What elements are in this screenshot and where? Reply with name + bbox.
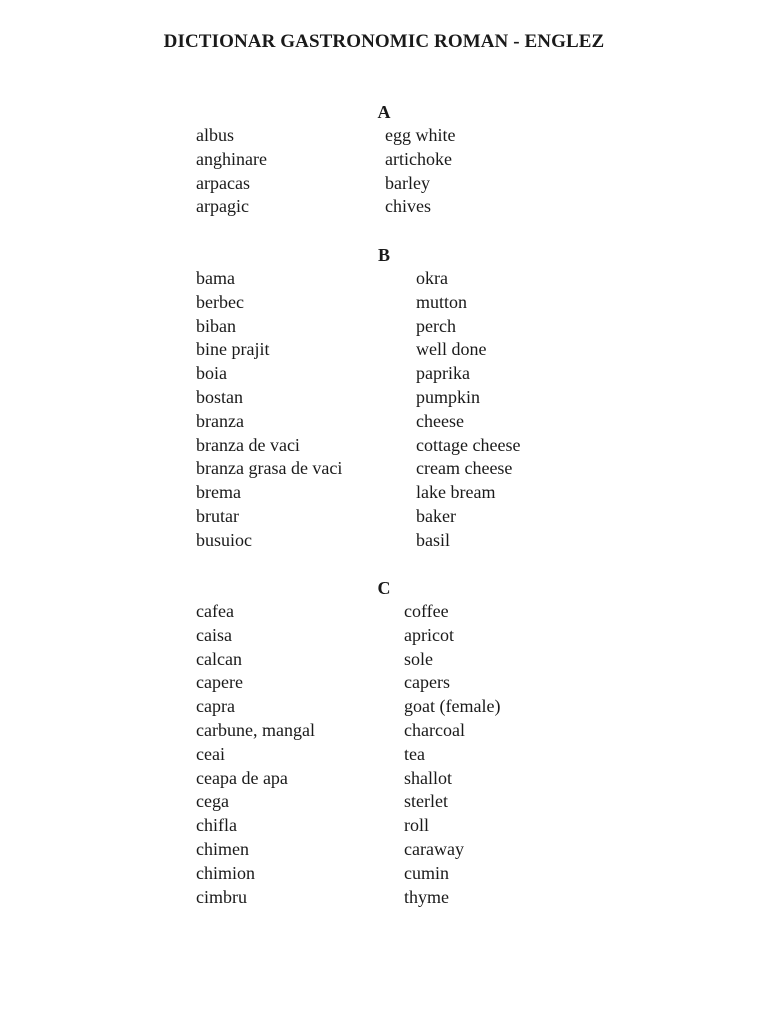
section-letter: C: [377, 578, 391, 598]
english-term: cheese: [416, 410, 464, 431]
romanian-term: cafea: [196, 601, 234, 621]
english-term: artichoke: [385, 148, 452, 169]
romanian-term: chimion: [196, 862, 255, 883]
english-term: charcoal: [404, 719, 465, 740]
english-term: perch: [416, 315, 456, 336]
romanian-term: busuioc: [196, 529, 252, 550]
english-term: basil: [416, 529, 450, 550]
dictionary-entry: [0, 600, 768, 624]
english-term: roll: [404, 815, 429, 836]
dictionary-entry: [0, 671, 768, 695]
romanian-term: biban: [196, 315, 236, 336]
dictionary-entry: [0, 315, 768, 339]
romanian-term: berbec: [196, 291, 244, 312]
page-title: DICTIONAR GASTRONOMIC ROMAN - ENGLEZ: [163, 31, 605, 52]
romanian-term: calcan: [196, 648, 242, 669]
dictionary-entry: [0, 457, 768, 481]
romanian-term: cega: [196, 791, 229, 812]
dictionary-entry: [0, 886, 768, 910]
dictionary-entry: [0, 362, 768, 386]
dictionary-entry: [0, 743, 768, 767]
romanian-term: arpacas: [196, 172, 250, 193]
dictionary-entry: [0, 719, 768, 743]
romanian-term: chimen: [196, 838, 249, 859]
dictionary-entry: [0, 172, 768, 196]
english-term: well done: [416, 339, 487, 360]
section-letter: B: [377, 245, 390, 265]
romanian-term: ceai: [196, 743, 225, 764]
romanian-term: branza grasa de vaci: [196, 458, 343, 479]
dictionary-entry: [0, 386, 768, 410]
english-term: pumpkin: [416, 386, 481, 407]
english-term: apricot: [404, 624, 454, 645]
dictionary-entry: [0, 624, 768, 648]
english-term: sterlet: [404, 791, 448, 812]
dictionary-entry: [0, 195, 768, 219]
english-term: chives: [385, 196, 431, 217]
romanian-term: chifla: [196, 815, 237, 836]
romanian-term: anghinare: [196, 148, 267, 169]
english-term: okra: [416, 268, 448, 288]
romanian-term: caisa: [196, 624, 232, 645]
dictionary-entry: [0, 410, 768, 434]
romanian-term: capere: [196, 672, 243, 693]
dictionary-entry: [0, 267, 768, 291]
english-term: baker: [416, 505, 456, 526]
english-term: cottage cheese: [416, 434, 521, 455]
entry-list: [0, 600, 768, 909]
english-term: thyme: [404, 886, 449, 907]
romanian-term: brutar: [196, 505, 239, 526]
romanian-term: capra: [196, 696, 235, 717]
english-term: goat (female): [404, 696, 501, 717]
romanian-term: bine prajit: [196, 339, 270, 360]
romanian-term: ceapa de apa: [196, 767, 288, 788]
english-term: egg white: [385, 125, 456, 145]
english-term: lake bream: [416, 482, 496, 503]
english-term: cream cheese: [416, 458, 513, 479]
romanian-term: boia: [196, 363, 227, 384]
english-term: caraway: [404, 838, 464, 859]
romanian-term: cimbru: [196, 886, 247, 907]
dictionary-entry: [0, 695, 768, 719]
dictionary-entry: [0, 862, 768, 886]
romanian-term: arpagic: [196, 196, 249, 217]
dictionary-entry: [0, 505, 768, 529]
romanian-term: carbune, mangal: [196, 719, 315, 740]
dictionary-entry: [0, 338, 768, 362]
section-letter: A: [377, 102, 391, 122]
dictionary-entry: [0, 529, 768, 553]
dictionary-entry: [0, 481, 768, 505]
english-term: cumin: [404, 862, 449, 883]
english-term: mutton: [416, 291, 468, 312]
english-term: tea: [404, 743, 425, 764]
entry-list: [0, 124, 768, 219]
dictionary-entry: [0, 838, 768, 862]
dictionary-entry: [0, 790, 768, 814]
dictionary-entry: [0, 124, 768, 148]
english-term: shallot: [404, 767, 452, 788]
romanian-term: brema: [196, 482, 241, 503]
entry-list: [0, 267, 768, 553]
romanian-term: albus: [196, 125, 234, 145]
english-term: paprika: [416, 363, 470, 384]
romanian-term: branza: [196, 410, 244, 431]
english-term: sole: [404, 648, 433, 669]
english-term: capers: [404, 672, 450, 693]
dictionary-entry: [0, 648, 768, 672]
dictionary-entry: [0, 291, 768, 315]
dictionary-entry: [0, 767, 768, 791]
english-term: coffee: [404, 601, 449, 621]
dictionary-entry: [0, 148, 768, 172]
english-term: barley: [385, 172, 430, 193]
dictionary-entry: [0, 814, 768, 838]
romanian-term: branza de vaci: [196, 434, 300, 455]
romanian-term: bostan: [196, 386, 243, 407]
dictionary-entry: [0, 434, 768, 458]
romanian-term: bama: [196, 268, 235, 288]
